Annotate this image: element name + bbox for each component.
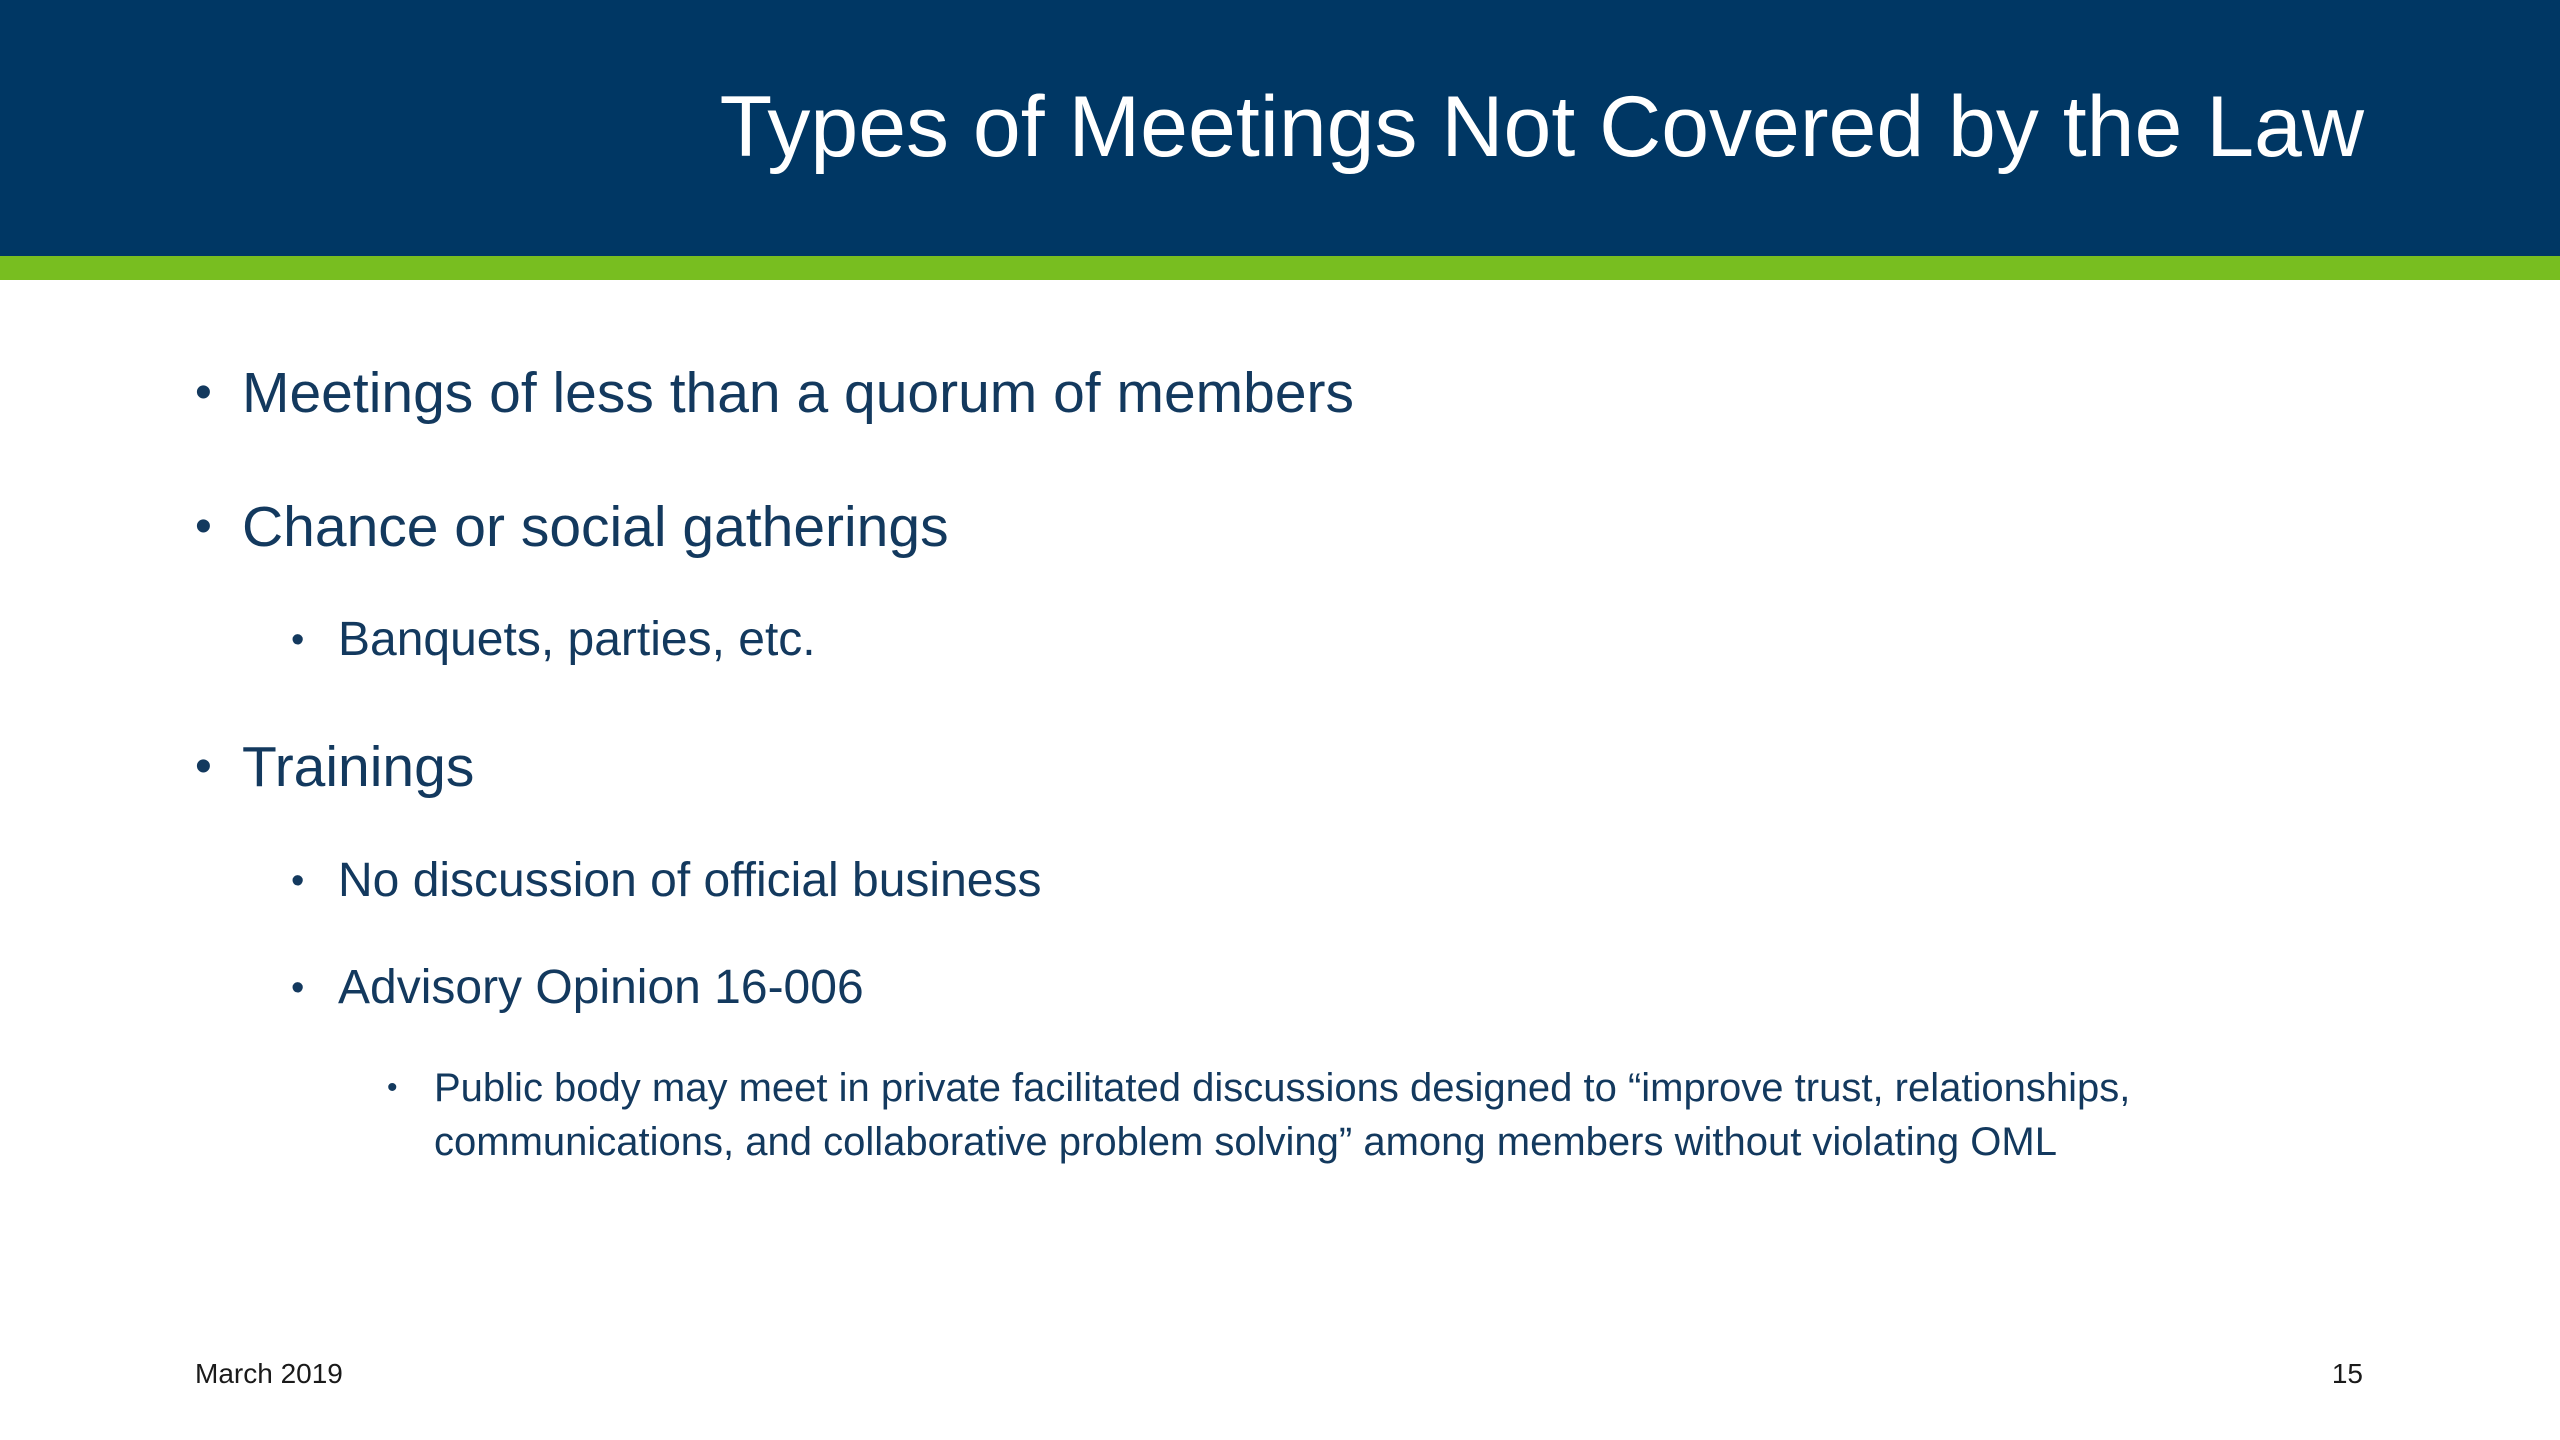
- bullet-text: Chance or social gatherings: [242, 495, 949, 559]
- bullet-dot: •: [195, 740, 212, 793]
- bullet-dot: •: [291, 860, 305, 902]
- footer-date: March 2019: [195, 1358, 343, 1389]
- bullet-dot: •: [291, 619, 305, 661]
- bullet-dot: •: [291, 967, 305, 1009]
- bullet-text: Meetings of less than a quorum of members: [242, 361, 1355, 425]
- bullet-text: Banquets, parties, etc.: [338, 613, 816, 666]
- bullet-text: [434, 1061, 2304, 1169]
- bullet-text: No discussion of official business: [338, 854, 1042, 907]
- bullet-text-line-2: communications, and collaborative problem solving” among members without violating OML: [434, 1120, 2057, 1164]
- bullet-text: Trainings: [242, 735, 475, 799]
- bullet-dot: •: [387, 1071, 398, 1104]
- bullet-text-line-1: Public body may meet in private facilitated discussions designed to “improve trust, relationships,: [434, 1066, 2131, 1110]
- page-number: 15: [2331, 1358, 2363, 1389]
- bullet-dot: •: [195, 500, 212, 553]
- slide-title: Types of Meetings Not Covered by the Law: [719, 79, 2364, 175]
- bullet-text: Advisory Opinion 16-006: [338, 961, 864, 1014]
- bullet-dot: •: [195, 366, 212, 419]
